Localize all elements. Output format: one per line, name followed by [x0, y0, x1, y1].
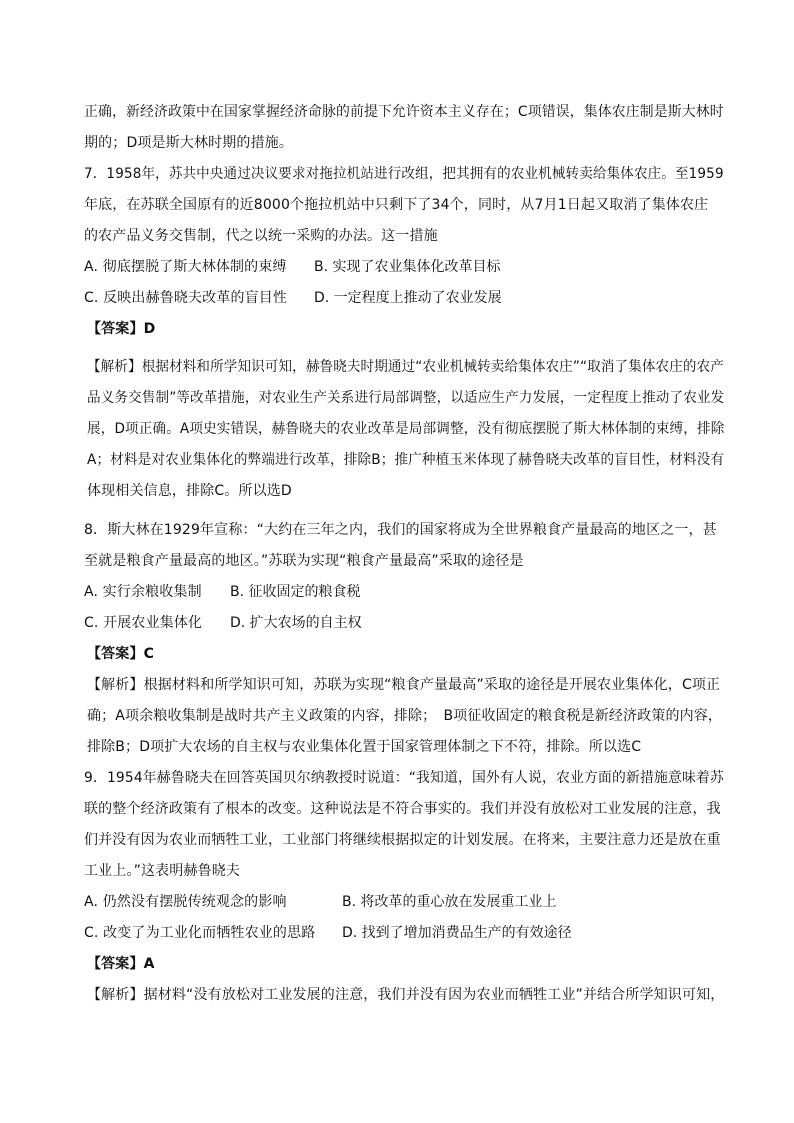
- prev-analysis-line-1: 正确，新经济政策中在国家掌握经济命脉的前提下允许资本主义存在；C项错误，集体农庄制是斯大林时: [84, 104, 724, 120]
- q7-analysis-line-5: 体现相关信息，排除C。所以选D: [87, 483, 292, 499]
- q7-analysis-line-4: A；材料是对农业集体化的弊端进行改革，排除B；推广种植玉米体现了赫鲁晓夫改革的盲目性，材料没有: [87, 452, 725, 468]
- q9-analysis-line-1: 【解析】据材料“没有放松对工业发展的注意，我们并没有因为农业而牺牲工业”并结合所学知识可知，: [87, 987, 725, 1003]
- q7-option-c: C. 反映出赫鲁晓夫改革的盲目性: [84, 290, 288, 306]
- q9-answer: 【答案】A: [87, 956, 155, 972]
- q7-analysis-line-3: 展，D项正确。A项史实错误，赫鲁晓夫的农业改革是局部调整，没有彻底摆脱了斯大林体制的束缚，排除: [87, 421, 725, 437]
- q9-stem-line-1: 9．1954年赫鲁晓夫在回答英国贝尔纳教授时说道：“我知道，国外有人说，农业方面的新措施意味着苏: [84, 770, 725, 786]
- q8-option-d: D. 扩大农场的自主权: [230, 615, 362, 631]
- q9-option-b: B. 将改革的重心放在发展重工业上: [342, 894, 557, 910]
- q8-option-a: A. 实行余粮收集制: [84, 584, 202, 600]
- q8-option-b: B. 征收固定的粮食税: [230, 584, 361, 600]
- q7-stem-line-3: 的农产品义务交售制，代之以统一采购的办法。这一措施: [84, 228, 438, 244]
- q8-stem-line-1: 8．斯大林在1929年宣称：“大约在三年之内，我们的国家将成为全世界粮食产量最高的地区之一，甚: [84, 522, 717, 538]
- q9-stem-line-4: 工业上。”这表明赫鲁晓夫: [84, 863, 241, 879]
- q7-analysis-line-1: 【解析】根据材料和所学知识可知，赫鲁晓夫时期通过“农业机械转卖给集体农庄”“取消了集体农庄的农产: [87, 359, 724, 375]
- q9-stem-line-2: 联的整个经济政策有了根本的改变。这种说法是不符合事实的。我们并没有放松对工业发展的注意，我: [84, 801, 721, 817]
- q8-stem-line-2: 至就是粮食产量最高的地区。”苏联为实现“粮食产量最高”采取的途径是: [84, 553, 524, 569]
- q9-stem-line-3: 们并没有因为农业而牺牲工业，工业部门将继续根据拟定的计划发展。在将来，主要注意力还是放在重: [84, 832, 721, 848]
- q9-option-d: D. 找到了增加消费品生产的有效途径: [342, 925, 572, 941]
- q7-stem-line-2: 年底，在苏联全国原有的近8000个拖拉机站中只剩下了34个，同时，从7月1日起又取消了集体农庄: [84, 197, 709, 213]
- q8-option-c: C. 开展农业集体化: [84, 615, 203, 631]
- q8-analysis-line-1: 【解析】根据材料和所学知识可知，苏联为实现“粮食产量最高”采取的途径是开展农业集体化，C项正: [87, 677, 721, 693]
- q9-option-c: C. 改变了为工业化而牺牲农业的思路: [84, 925, 316, 941]
- q7-option-a: A. 彻底摆脱了斯大林体制的束缚: [84, 259, 287, 275]
- q8-analysis-line-3: 排除B；D项扩大农场的自主权与农业集体化置于国家管理体制之下不符，排除。所以选C: [87, 739, 642, 755]
- q8-answer: 【答案】C: [87, 646, 155, 662]
- q7-stem-line-1: 7．1958年，苏共中央通过决议要求对拖拉机站进行改组，把其拥有的农业机械转卖给集体农庄。至1959: [84, 166, 724, 182]
- q7-analysis-line-2: 品义务交售制”等改革措施，对农业生产关系进行局部调整，以适应生产力发展，一定程度上推动了农业发: [87, 390, 725, 406]
- prev-analysis-line-2: 期的；D项是斯大林时期的措施。: [84, 135, 294, 151]
- q7-option-d: D. 一定程度上推动了农业发展: [314, 290, 502, 306]
- q8-analysis-line-2: 确；A项余粮收集制是战时共产主义政策的内容，排除； B项征收固定的粮食税是新经济政策的内容，: [87, 708, 723, 724]
- q9-option-a: A. 仍然没有摆脱传统观念的影响: [84, 894, 287, 910]
- q7-option-b: B. 实现了农业集体化改革目标: [314, 259, 501, 275]
- q7-answer: 【答案】D: [87, 321, 156, 337]
